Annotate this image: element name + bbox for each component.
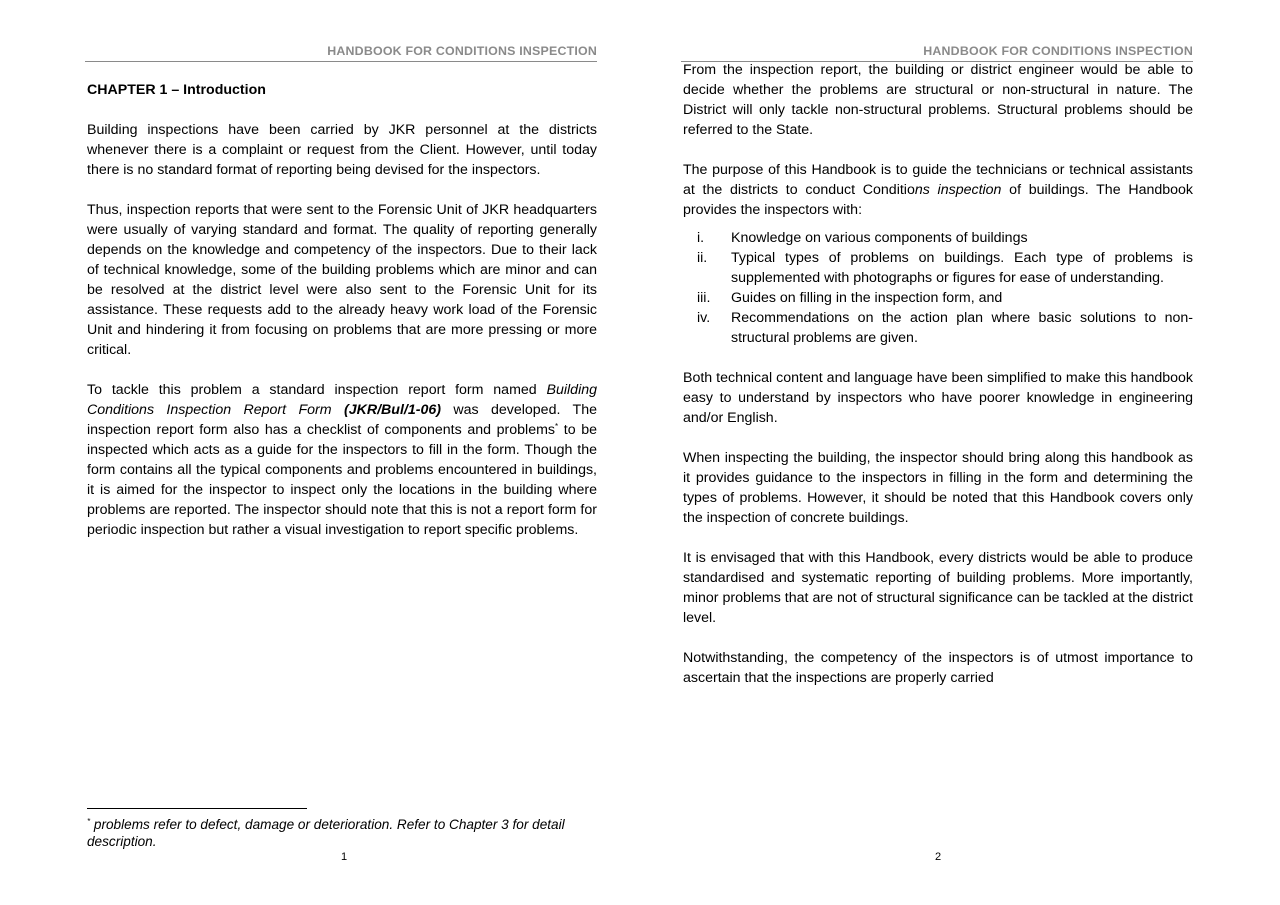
- form-code: (JKR/Bul/1-06): [344, 402, 441, 418]
- left-page: [87, 0, 597, 905]
- footnote-rule: [87, 808, 307, 809]
- paragraph: Notwithstanding, the competency of the inspectors is of utmost importance to ascertain that the inspections are properly carried: [683, 650, 1193, 686]
- page-number: 2: [934, 851, 942, 863]
- list-item: iv. Recommendations on the action plan where basic solutions to non-structural problems are given.: [697, 310, 1193, 346]
- paragraph: When inspecting the building, the inspector should bring along this handbook as it provides guidance to the inspectors in filling in the form and determining the types of problems. However, it should be noted that this Handbook covers only the inspection of concrete buildings.: [683, 450, 1193, 526]
- paragraph: Building inspections have been carried by JKR personnel at the districts whenever there is a complaint or request from the Client. However, until today there is no standard format of reporting being devised for the inspectors.: [87, 122, 597, 178]
- paragraph: It is envisaged that with this Handbook, every districts would be able to produce standardised and systematic reporting of building problems. More importantly, minor problems that are not of structural significance can be tackled at the district level.: [683, 550, 1193, 626]
- page-body: [87, 80, 597, 560]
- right-page: [683, 0, 1193, 905]
- footnote-marker: *: [555, 422, 559, 431]
- paragraph: The purpose of this Handbook is to guide the technicians or technical assistants at the districts to conduct Conditions inspection of buildings. The Handbook provides the inspectors with:: [683, 162, 1193, 218]
- list-item: ii. Typical types of problems on buildings. Each type of problems is supplemented with photographs or figures for ease of understanding.: [697, 250, 1193, 286]
- header-rule: [85, 61, 597, 62]
- paragraph: Thus, inspection reports that were sent to the Forensic Unit of JKR headquarters were usually of varying standard and format. The quality of reporting generally depends on the knowledge and competency of the inspectors. Due to their lack of technical knowledge, some of the building problems which are minor and can be resolved at the district level were also sent to the Forensic Unit for its assistance. These requests add to the already heavy work load of the Forensic Unit and hindering it from focusing on problems that are more pressing or more critical.: [87, 202, 597, 358]
- running-header: HANDBOOK FOR CONDITIONS INSPECTION: [923, 44, 1193, 58]
- running-header: HANDBOOK FOR CONDITIONS INSPECTION: [327, 44, 597, 58]
- paragraph: Both technical content and language have been simplified to make this handbook easy to understand by inspectors who have poorer knowledge in engineering and/or English.: [683, 370, 1193, 426]
- chapter-title: CHAPTER 1 – Introduction: [87, 82, 266, 98]
- page-body: [683, 60, 1193, 708]
- list-item: i. Knowledge on various components of buildings: [697, 230, 1028, 246]
- paragraph: To tackle this problem a standard inspection report form named Building Conditions Inspection Report Form (JKR/Bul/1-06) was developed. The inspection report form also has a checklist of components and problems* to be inspected which acts as a guide for the inspectors to fill in the form. Though the form contains all the typical components and problems encountered in buildings, it is aimed for the inspector to inspect only the locations in the building where problems are reported. The inspector should note that this is not a report form for periodic inspection but rather a visual investigation to report specific problems.: [87, 382, 598, 538]
- form-name: Building Conditions Inspection Report Form: [87, 382, 597, 418]
- page-number: 1: [340, 851, 348, 863]
- footnote: * problems refer to defect, damage or deterioration. Refer to Chapter 3 for detail description.: [87, 817, 565, 849]
- paragraph: From the inspection report, the building or district engineer would be able to decide whether the problems are structural or non-structural in nature. The District will only tackle non-structural problems. Structural problems should be referred to the State.: [683, 62, 1193, 138]
- provisions-list: [683, 228, 1193, 348]
- list-item: iii. Guides on filling in the inspection form, and: [697, 290, 1003, 306]
